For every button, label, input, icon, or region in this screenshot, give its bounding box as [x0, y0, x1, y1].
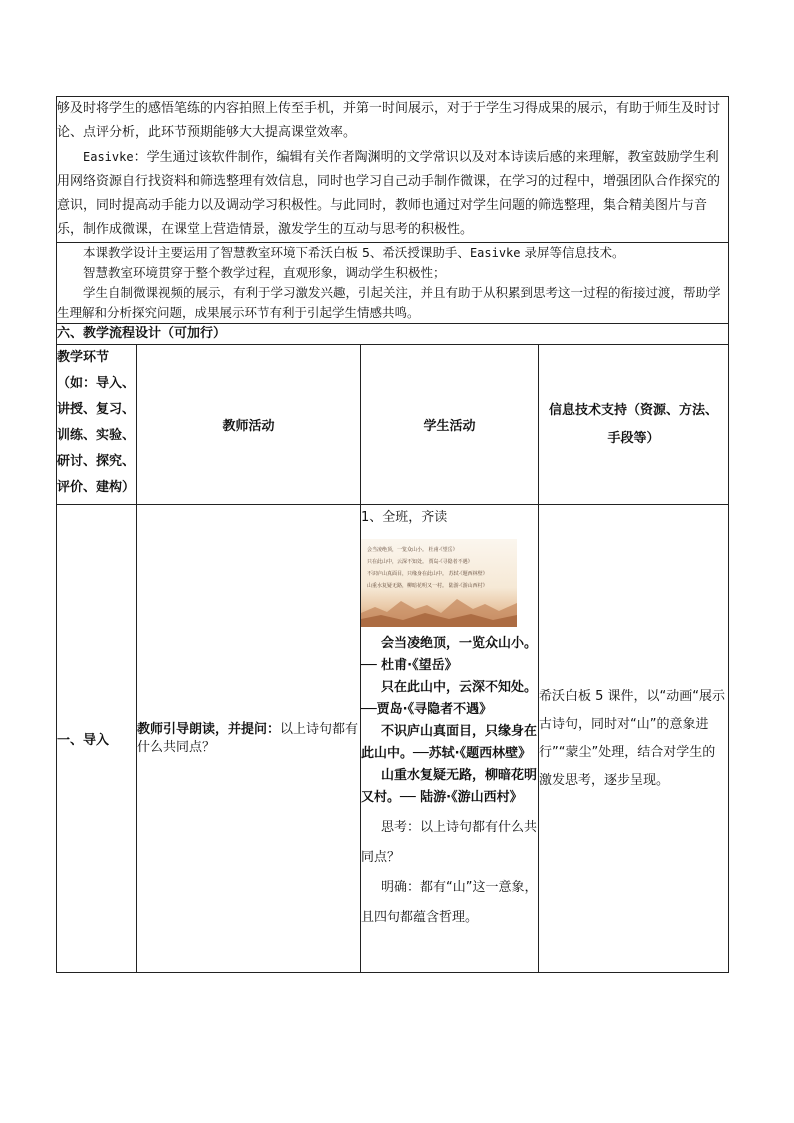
tech-summary-cell	[57, 243, 729, 324]
paragraph-photo-upload: 够及时将学生的感悟笔练的内容拍照上传至手机，并第一时间展示，对于于学生习得成果的展示，有助于师生及时讨论、点评分析，此环节预期能够大大提高课堂效率。	[57, 101, 721, 140]
slide-text-line: 山重水复疑无路，柳暗花明又一村。 陆游·《游山西村》	[367, 583, 488, 589]
tech-summary-row	[57, 243, 729, 324]
section-title-row	[57, 324, 729, 345]
stage-intro: 一、导入	[57, 505, 137, 973]
teacher-activity	[137, 505, 361, 973]
table-row	[57, 505, 729, 973]
student-activity	[361, 505, 539, 973]
header-row	[57, 345, 729, 505]
lesson-plan-table	[56, 96, 729, 973]
summary-text-a: 本课教学设计主要运用了智慧教室环境下希沃白板 5、希沃授课助手、	[83, 245, 470, 260]
student-intro: 1、全班，齐读	[361, 510, 448, 525]
student-answer: 明确：都有“山”这一意象，且四句都蕴含哲理。	[361, 880, 538, 925]
easivke-text: ：学生通过该软件制作，编辑有关作者陶渊明的文学常识以及对本诗读后感的来理解，教室鼓励学生利用网络资源自行找资料和筛选整理有效信息，同时也学习自己动手制作微课，在学习的过程中，增强团队合作探究的意识，同时提高动手能力以及调动学习积极性。与此同时，教师也通过对学生问题的筛选整理，集合精美图片与音乐，制作成微课，在课堂上营造情景，激发学生的互动与思考的积极性。	[57, 150, 721, 237]
paragraph-easivke	[57, 145, 728, 242]
header-stage: 教学环节（如：导入、讲授、复习、训练、实验、研讨、探究、评价、建构）	[57, 345, 137, 505]
poem-line-1: 会当凌绝顶，一览众山小。── 杜甫·《望岳》	[361, 636, 538, 673]
header-teacher: 教师活动	[137, 345, 361, 505]
tech-support: 希沃白板 5 课件，以“动画“展示古诗句，同时对“山”的意象进行”“蒙尘”处理，结合对学生的激发思考，逐步呈现。	[539, 505, 729, 973]
poem-line-3: 不识庐山真面目，只缘身在此山中。──苏轼·《题西林壁》	[361, 724, 538, 761]
summary-easivke: Easivke	[469, 246, 521, 260]
document-page	[56, 96, 728, 973]
summary-paragraph-3: 学生自制微课视频的展示，有利于学习激发兴趣，引起关注，并且有助于从积累到思考这一过程的衔接过渡，帮助学生理解和分析探究问题，成果展示环节有利于引起学生情感共鸣。	[57, 285, 721, 320]
teacher-guide-bold: 教师引导朗读，并提问：	[137, 721, 281, 737]
summary-text-b: 录屏等信息技术。	[520, 245, 625, 260]
slide-text-line: 不识庐山真面目，只缘身在此山中。 苏轼·《题西林壁》	[367, 571, 488, 577]
poem-line-2: 只在此山中，云深不知处。──贾岛·《寻隐者不遇》	[361, 680, 538, 717]
summary-paragraph-2: 智慧教室环境贯穿于整个教学过程，直观形象，调动学生积极性；	[83, 265, 446, 280]
easivke-label: Easivke	[83, 150, 134, 164]
mountain-illustration	[361, 587, 517, 627]
slide-text-line: 只在此山中，云深不知处。 贾岛·《寻隐者不遇》	[367, 559, 473, 565]
section6-title: 六、教学流程设计（可加行）	[57, 324, 729, 345]
teacher-question: 以上诗句都有什么共同点？	[137, 721, 359, 755]
header-tech: 信息技术支持（资源、方法、手段等）	[539, 345, 729, 505]
it-usage-row	[57, 97, 729, 243]
poem-line-4: 山重水复疑无路，柳暗花明又村。── 陆游·《游山西村》	[361, 768, 538, 805]
poem-slide-image	[361, 539, 517, 627]
slide-text-line: 会当凌绝顶，一览众山小。 杜甫·《望岳》	[367, 547, 458, 553]
it-usage-cell	[57, 97, 729, 243]
header-student: 学生活动	[361, 345, 539, 505]
student-think: 思考：以上诗句都有什么共同点？	[361, 820, 538, 865]
summary-paragraph-1	[57, 243, 728, 263]
